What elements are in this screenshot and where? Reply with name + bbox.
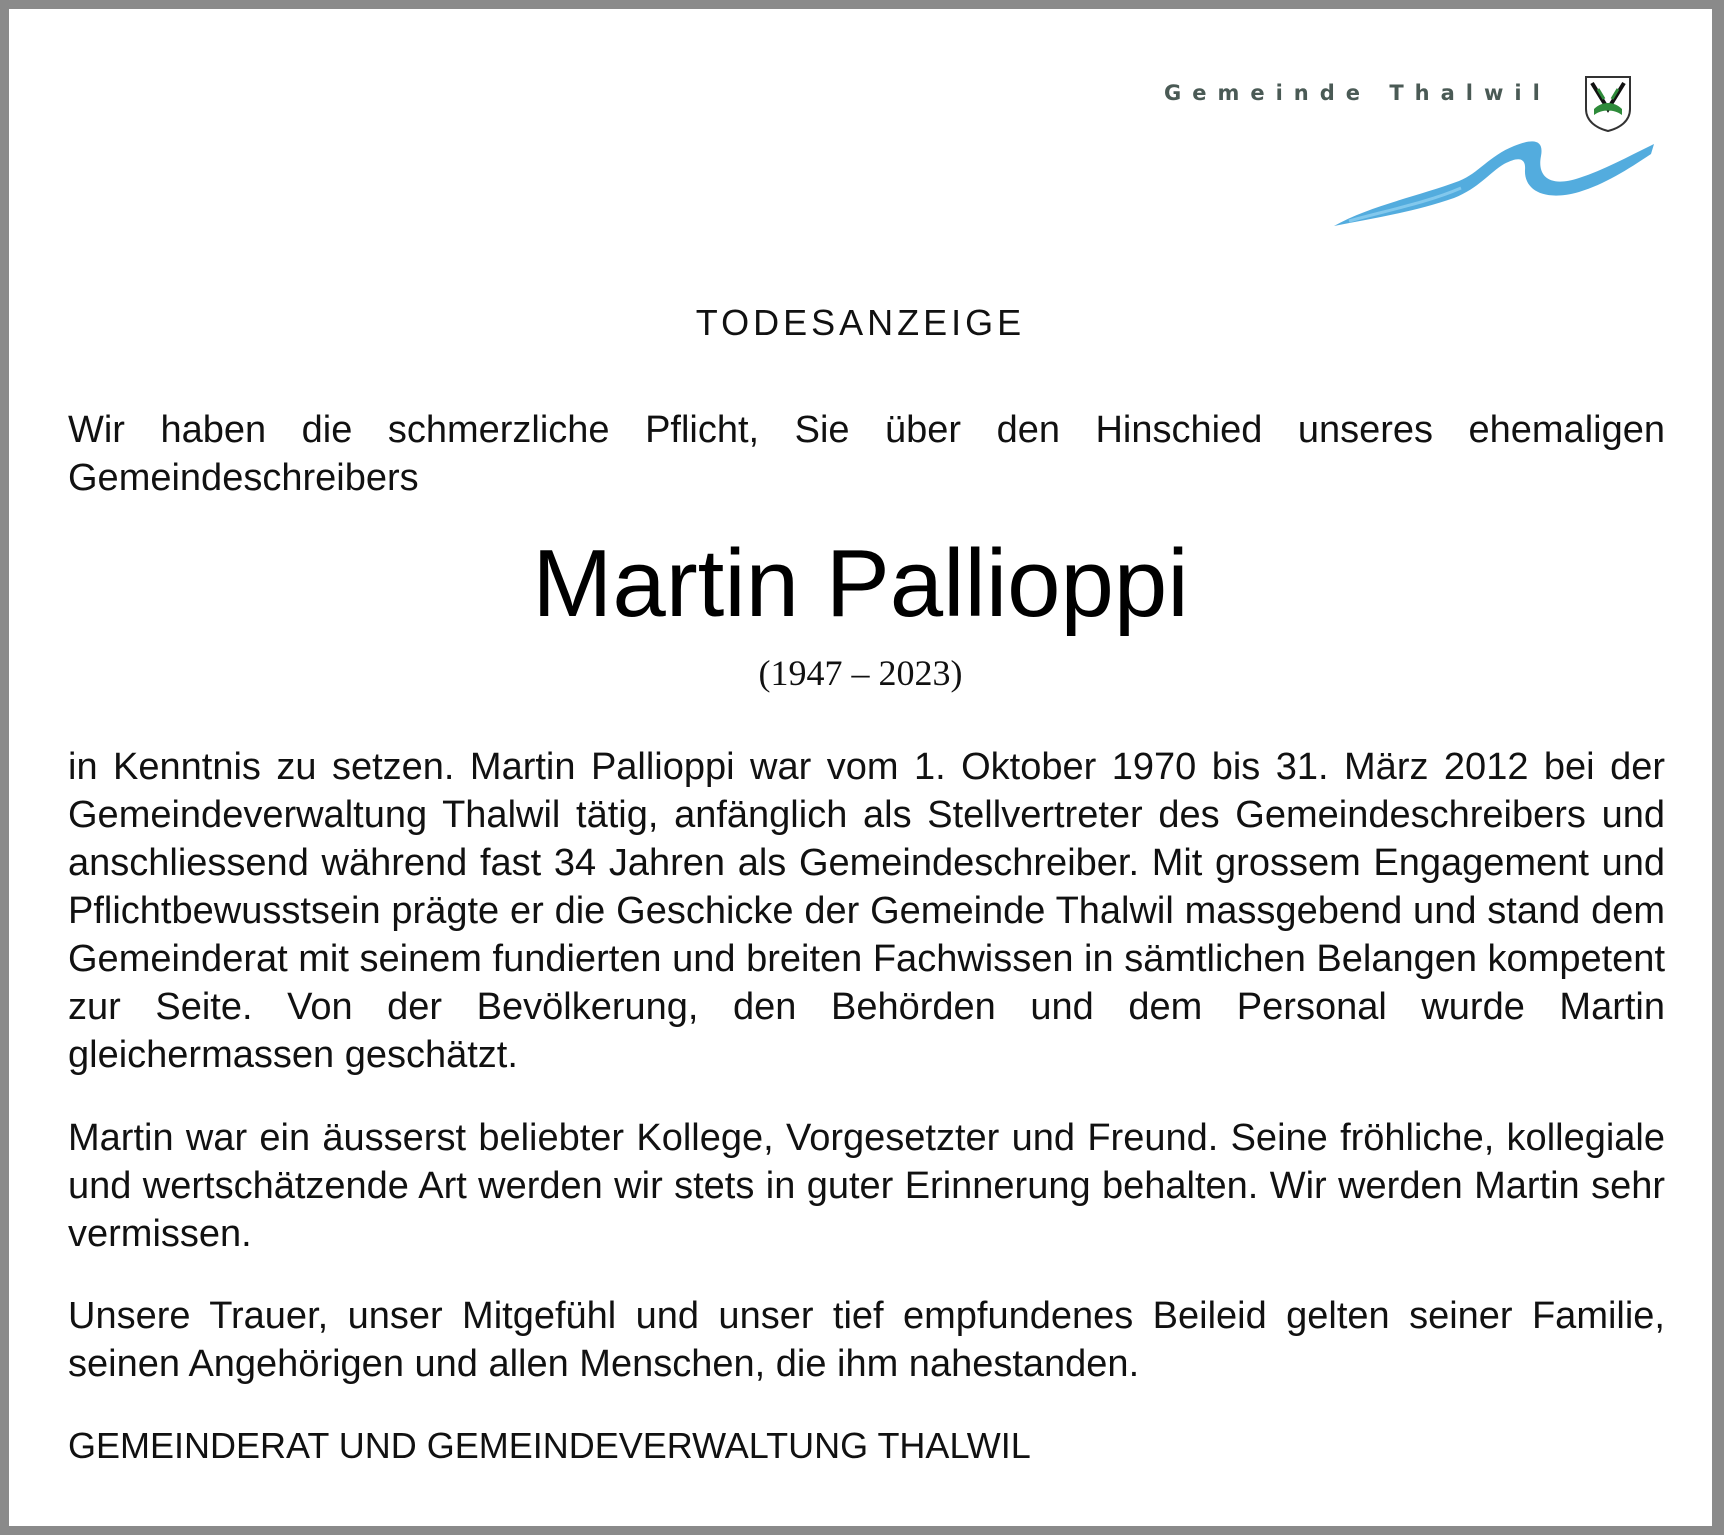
body-paragraph-3: Unsere Trauer, unser Mitgefühl und unser tief empfundenes Beileid gelten seiner Familie, seinen Angehörigen und allen Menschen, die ihm nahestanden. (68, 1295, 1665, 1385)
body-paragraph-1: in Kenntnis zu setzen. Martin Pallioppi war vom 1. Oktober 1970 bis 31. März 2012 bei der Gemeindeverwaltung Thalwil tätig, anfänglich als Stellvertreter des Gemeindeschreibers und anschliessend während fast 34 Jahren als Gemeindeschreiber. Mit grossem Engagement und Pflichtbewusstsein prägte er die Geschicke der Gemeinde Thalwil massgebend und stand dem Gemeinderat mit seinem fundierten und breiten Fachwissen in sämtlichen Belangen kompetent zur Seite. Von der Bevölkerung, den Behörden und dem Personal wurde Martin gleichermassen geschätzt. (68, 746, 1665, 1076)
logo-text: Gemeinde Thalwil (1164, 81, 1551, 105)
coat-of-arms-icon (1584, 75, 1632, 133)
life-years: (1947 – 2023) (758, 653, 963, 693)
wave-icon (1329, 126, 1659, 236)
signature: GEMEINDERAT UND GEMEINDEVERWALTUNG THALWIL (68, 1425, 1031, 1466)
deceased-name: Martin Pallioppi (532, 530, 1189, 637)
intro-paragraph: Wir haben die schmerzliche Pflicht, Sie über den Hinschied unseres ehemaligen Gemeindeschreibers (68, 409, 1665, 499)
body-paragraph-2: Martin war ein äusserst beliebter Kollege, Vorgesetzter und Freund. Seine fröhliche, kollegiale und wertschätzende Art werden wir stets in guter Erinnerung behalten. Wir werden Martin sehr vermissen. (68, 1117, 1665, 1255)
document-title: TODESANZEIGE (695, 302, 1026, 343)
obituary-page (9, 9, 1712, 1526)
gemeinde-logo (1149, 71, 1669, 251)
